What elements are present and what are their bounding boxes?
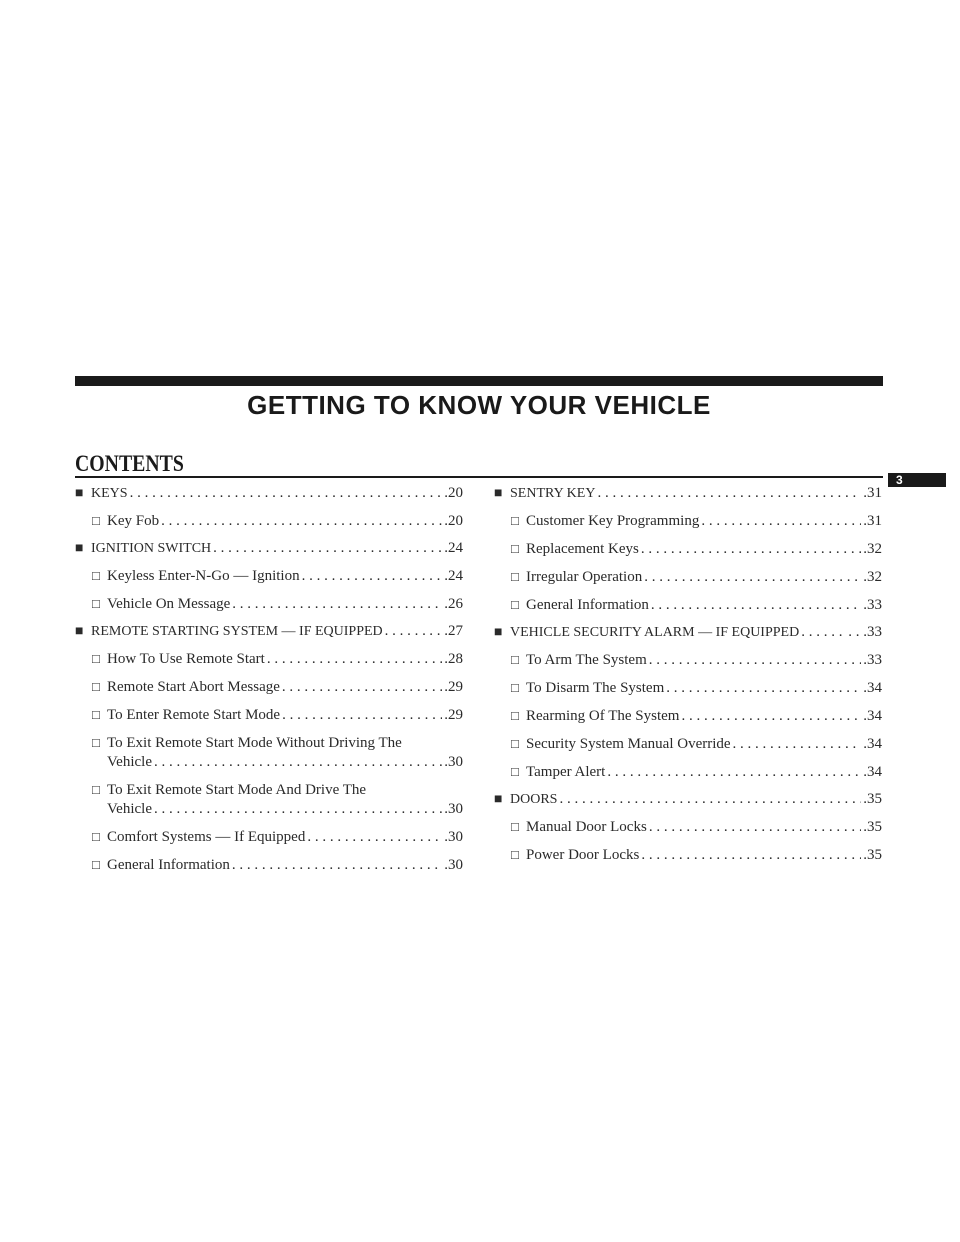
toc-entry-title: Vehicle On Message [107, 596, 231, 612]
toc-leader-dots [213, 539, 442, 558]
toc-entry-title: KEYS [91, 486, 128, 501]
toc-entry[interactable] [494, 650, 882, 670]
toc-entry-body [526, 679, 882, 698]
filled-square-bullet-icon: ■ [494, 625, 503, 640]
toc-entry-body [526, 596, 882, 615]
toc-leader-dots [282, 706, 442, 725]
toc-entry[interactable] [494, 623, 882, 642]
toc-entry-body [91, 622, 463, 641]
toc-entry[interactable] [494, 678, 882, 698]
toc-entry-title: Security System Manual Override [526, 736, 731, 752]
toc-entry[interactable] [75, 484, 463, 503]
hollow-square-bullet-icon: □ [511, 847, 519, 862]
toc-page-number: .34 [863, 680, 882, 696]
hollow-square-bullet-icon: □ [92, 782, 100, 797]
toc-entry-title: Irregular Operation [526, 569, 643, 585]
toc-page-number: .31 [863, 513, 882, 529]
hollow-square-bullet-icon: □ [511, 708, 519, 723]
toc-page-number: .35 [863, 847, 882, 863]
toc-page-number: .34 [863, 764, 882, 780]
hollow-square-bullet-icon: □ [511, 736, 519, 751]
hollow-square-bullet-icon: □ [92, 707, 100, 722]
toc-entry-title-cont: Vehicle [107, 801, 152, 817]
toc-leader-dots [641, 846, 861, 865]
contents-rule [75, 476, 883, 478]
toc-entry-title: To Arm The System [526, 652, 647, 668]
toc-entry-body [107, 734, 463, 772]
chapter-top-rule [75, 376, 883, 386]
toc-page-number: .26 [444, 596, 463, 612]
toc-entry-body [526, 735, 882, 754]
toc-entry-body [510, 790, 882, 809]
toc-entry-body [107, 828, 463, 847]
toc-entry-body [510, 484, 882, 503]
toc-page-number: .31 [863, 485, 882, 501]
toc-leader-dots [559, 790, 861, 809]
toc-page-number: .29 [444, 679, 463, 695]
toc-leader-dots [385, 622, 428, 641]
toc-page-number: .32 [863, 569, 882, 585]
hollow-square-bullet-icon: □ [511, 597, 519, 612]
toc-leader-dots [232, 856, 442, 875]
hollow-square-bullet-icon: □ [92, 857, 100, 872]
toc-entry-title: REMOTE STARTING SYSTEM — IF EQUIPPED [91, 624, 383, 639]
toc-entry[interactable] [494, 706, 882, 726]
hollow-square-bullet-icon: □ [92, 735, 100, 750]
toc-page-number: .24 [444, 568, 463, 584]
toc-entry[interactable] [75, 511, 463, 531]
toc-page-number: .32 [863, 541, 882, 557]
toc-entry-title-cont: Vehicle [107, 754, 152, 770]
toc-entry-title: Rearming Of The System [526, 708, 680, 724]
toc-page-number: . . .27 [429, 623, 463, 639]
toc-leader-dots [307, 828, 442, 847]
toc-entry[interactable] [75, 539, 463, 558]
toc-entry[interactable] [75, 594, 463, 614]
toc-page-number: .28 [444, 651, 463, 667]
toc-page-number: .24 [444, 540, 463, 556]
toc-entry-body [107, 781, 463, 819]
toc-entry-body [91, 539, 463, 558]
toc-entry-title: To Exit Remote Start Mode Without Driving The [107, 735, 402, 751]
toc-page-number: .30 [444, 754, 463, 770]
filled-square-bullet-icon: ■ [75, 541, 84, 556]
toc-entry-title: Manual Door Locks [526, 819, 647, 835]
toc-entry-body [526, 568, 882, 587]
toc-entry-title: To Enter Remote Start Mode [107, 707, 281, 723]
toc-leader-dots [701, 512, 861, 531]
toc-entry[interactable] [494, 817, 882, 837]
toc-entry-body [526, 846, 882, 865]
toc-entry-title: Remote Start Abort Message [107, 679, 280, 695]
hollow-square-bullet-icon: □ [92, 651, 100, 666]
toc-entry-title: Comfort Systems — If Equipped [107, 829, 306, 845]
toc-page-number: .20 [444, 513, 463, 529]
toc-entry-title: Keyless Enter-N-Go — Ignition [107, 568, 300, 584]
toc-entry-continuation [107, 800, 463, 819]
hollow-square-bullet-icon: □ [92, 513, 100, 528]
toc-page-number: .35 [863, 819, 882, 835]
hollow-square-bullet-icon: □ [511, 764, 519, 779]
toc-page-number: .30 [444, 801, 463, 817]
filled-square-bullet-icon: ■ [494, 486, 503, 501]
toc-leader-dots [681, 707, 861, 726]
toc-entry[interactable] [494, 567, 882, 587]
toc-leader-dots [282, 678, 442, 697]
toc-page-number: .34 [863, 708, 882, 724]
toc-leader-dots [644, 568, 861, 587]
toc-entry-body [107, 567, 463, 586]
toc-leader-dots [161, 512, 442, 531]
toc-entry-body [107, 856, 463, 875]
hollow-square-bullet-icon: □ [92, 596, 100, 611]
toc-leader-dots [733, 735, 862, 754]
toc-entry-title: To Disarm The System [526, 680, 665, 696]
filled-square-bullet-icon: ■ [75, 624, 84, 639]
toc-entry[interactable] [494, 539, 882, 559]
toc-entry-title: How To Use Remote Start [107, 651, 265, 667]
toc-entry[interactable] [494, 734, 882, 754]
toc-leader-dots [666, 679, 861, 698]
toc-leader-dots [130, 484, 443, 503]
toc-entry-body [107, 678, 463, 697]
toc-entry-body [510, 623, 882, 642]
toc-leader-dots [801, 623, 846, 642]
toc-entry-body [526, 540, 882, 559]
toc-entry-title: General Information [526, 597, 649, 613]
toc-leader-dots [232, 595, 442, 614]
toc-entry-body [107, 595, 463, 614]
toc-entry[interactable] [494, 790, 882, 809]
toc-entry[interactable] [75, 566, 463, 586]
toc-leader-dots [649, 651, 861, 670]
toc-leader-dots [641, 540, 861, 559]
chapter-tab-number: 3 [896, 473, 903, 487]
toc-page-number: .29 [444, 707, 463, 723]
toc-leader-dots [154, 753, 442, 772]
filled-square-bullet-icon: ■ [494, 792, 503, 807]
toc-entry-body [107, 706, 463, 725]
toc-leader-dots [607, 763, 861, 782]
contents-heading: CONTENTS [75, 451, 184, 476]
toc-entry-title: General Information [107, 857, 230, 873]
toc-page-number: .34 [863, 736, 882, 752]
toc-entry[interactable] [75, 855, 463, 875]
toc-entry[interactable] [75, 649, 463, 669]
toc-entry[interactable] [75, 827, 463, 847]
toc-left-column [75, 484, 463, 883]
hollow-square-bullet-icon: □ [511, 680, 519, 695]
toc-entry-body [526, 651, 882, 670]
toc-entry-body [91, 484, 463, 503]
toc-page-number: .30 [444, 829, 463, 845]
hollow-square-bullet-icon: □ [92, 679, 100, 694]
toc-entry-title: VEHICLE SECURITY ALARM — IF EQUIPPED [510, 625, 800, 640]
toc-page-number: . . .33 [848, 624, 882, 640]
hollow-square-bullet-icon: □ [511, 819, 519, 834]
toc-entry-body [107, 650, 463, 669]
toc-leader-dots [649, 818, 861, 837]
toc-entry[interactable] [494, 845, 882, 865]
toc-entry-title: Customer Key Programming [526, 513, 700, 529]
toc-entry[interactable] [75, 733, 463, 772]
toc-entry[interactable] [494, 484, 882, 503]
toc-entry[interactable] [75, 677, 463, 697]
hollow-square-bullet-icon: □ [511, 652, 519, 667]
hollow-square-bullet-icon: □ [92, 568, 100, 583]
toc-entry-body [107, 512, 463, 531]
toc-page-number: .33 [863, 652, 882, 668]
toc-entry[interactable] [75, 780, 463, 819]
toc-leader-dots [651, 596, 861, 615]
toc-leader-dots [302, 567, 443, 586]
hollow-square-bullet-icon: □ [92, 829, 100, 844]
toc-entry-title: IGNITION SWITCH [91, 541, 212, 556]
toc-entry[interactable] [75, 705, 463, 725]
chapter-tab [888, 473, 946, 487]
hollow-square-bullet-icon: □ [511, 541, 519, 556]
toc-page-number: .35 [863, 791, 882, 807]
toc-page-number: .33 [863, 597, 882, 613]
toc-entry[interactable] [494, 595, 882, 615]
toc-entry-title: Power Door Locks [526, 847, 640, 863]
toc-entry[interactable] [75, 622, 463, 641]
hollow-square-bullet-icon: □ [511, 513, 519, 528]
toc-entry-continuation [107, 753, 463, 772]
toc-entry-title: To Exit Remote Start Mode And Drive The [107, 782, 367, 798]
toc-leader-dots [267, 650, 442, 669]
toc-entry-title: Tamper Alert [526, 764, 606, 780]
toc-page-number: .20 [444, 485, 463, 501]
toc-leader-dots [154, 800, 442, 819]
toc-entry-body [526, 818, 882, 837]
toc-entry-body [526, 512, 882, 531]
toc-page-number: .30 [444, 857, 463, 873]
toc-entry-title: Replacement Keys [526, 541, 639, 557]
toc-entry-body [526, 707, 882, 726]
chapter-title: GETTING TO KNOW YOUR VEHICLE [247, 390, 711, 420]
toc-entry-title: DOORS [510, 792, 558, 807]
filled-square-bullet-icon: ■ [75, 486, 84, 501]
toc-entry-title: SENTRY KEY [510, 486, 596, 501]
toc-entry-title: Key Fob [107, 513, 160, 529]
toc-leader-dots [597, 484, 861, 503]
hollow-square-bullet-icon: □ [511, 569, 519, 584]
toc-entry[interactable] [494, 511, 882, 531]
toc-entry[interactable] [494, 762, 882, 782]
toc-entry-body [526, 763, 882, 782]
toc-right-column [494, 484, 882, 873]
